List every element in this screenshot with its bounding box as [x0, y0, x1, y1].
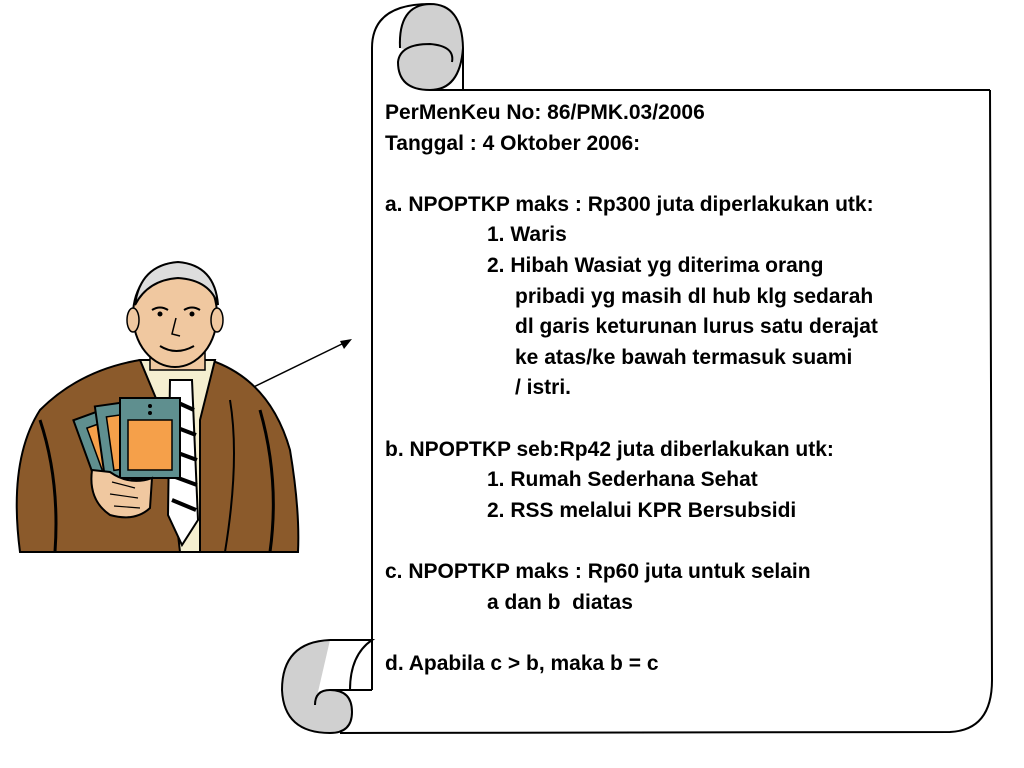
section-a-item-2: 2. Hibah Wasiat yg diterima orang [487, 253, 824, 277]
section-a-continuation-4: / istri. [515, 376, 572, 400]
section-b-item-2: 2. RSS melalui KPR Bersubsidi [487, 498, 797, 522]
section-b-item-1: 1. Rumah Sederhana Sehat [487, 468, 758, 492]
spacer [385, 526, 995, 557]
spacer [385, 159, 995, 190]
regulation-date: Tanggal : 4 Oktober 2006: [385, 131, 641, 155]
section-a-continuation-1: pribadi yg masih dl hub klg sedarah [515, 284, 874, 308]
regulation-text [385, 98, 995, 679]
section-a-heading: a. NPOPTKP maks : Rp300 juta diperlakukan utk: [385, 192, 874, 216]
section-a-continuation-2: dl garis keturunan lurus satu derajat [515, 315, 878, 339]
section-a-item-1: 1. Waris [487, 223, 567, 247]
section-a-continuation-3: ke atas/ke bawah termasuk suami [515, 345, 853, 369]
section-d-heading: d. Apabila c > b, maka b = c [385, 651, 659, 675]
spacer [385, 404, 995, 435]
section-c-continuation: a dan b diatas [487, 590, 633, 614]
businessman-figure [0, 260, 310, 560]
spacer [385, 618, 995, 649]
pointer-arrow-head [340, 339, 352, 349]
section-c-heading: c. NPOPTKP maks : Rp60 juta untuk selain [385, 559, 811, 583]
section-b-heading: b. NPOPTKP seb:Rp42 juta diberlakukan utk: [385, 437, 834, 461]
scroll-bottom-curl [282, 640, 352, 733]
regulation-number: PerMenKeu No: 86/PMK.03/2006 [385, 101, 705, 124]
scroll-top-curl [398, 4, 463, 90]
scroll-top-right-edge [463, 48, 990, 90]
scroll-bottom-band [330, 640, 372, 690]
